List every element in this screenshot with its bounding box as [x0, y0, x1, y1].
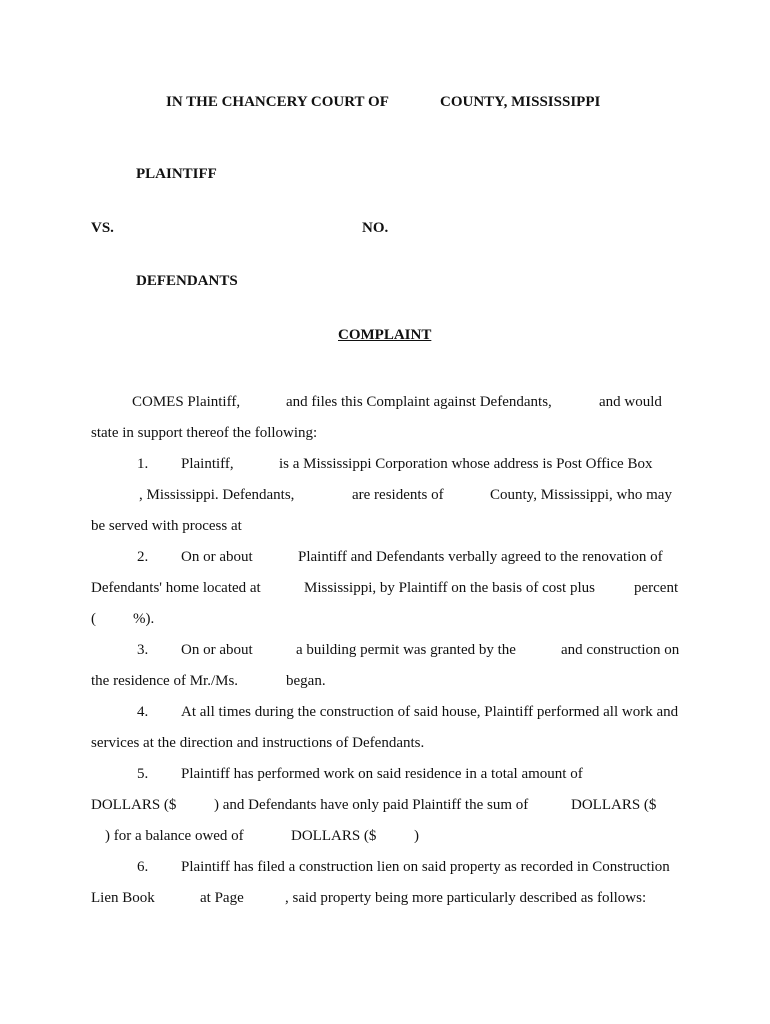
document-title: COMPLAINT — [338, 327, 432, 343]
p2-text-f: ( — [91, 611, 96, 627]
p2-text-g: %). — [133, 611, 155, 627]
intro-text-d: state in support thereof the following: — [91, 425, 318, 441]
intro-text-b: and files this Complaint against Defendants, — [286, 394, 552, 410]
court-name-right: COUNTY, MISSISSIPPI — [440, 94, 601, 110]
versus-label: VS. — [91, 220, 114, 236]
p3-text-a: On or about — [181, 642, 253, 658]
intro-text-c: and would — [599, 394, 662, 410]
p3-text-e: began. — [286, 673, 326, 689]
p3-text-c: and construction on — [561, 642, 680, 658]
p6-text-d: , said property being more particularly described as follows: — [285, 890, 647, 906]
plaintiff-label: PLAINTIFF — [136, 166, 217, 182]
p2-text-a: On or about — [181, 549, 253, 565]
p6-text-c: at Page — [200, 890, 244, 906]
p2-text-d: Mississippi, by Plaintiff on the basis of cost plus — [304, 580, 595, 596]
p6-number: 6. — [137, 859, 149, 875]
p1-text-d: are residents of — [352, 487, 444, 503]
p2-text-b: Plaintiff and Defendants verbally agreed to the renovation of — [298, 549, 663, 565]
court-name-left: IN THE CHANCERY COURT OF — [166, 94, 389, 110]
intro-text-a: COMES Plaintiff, — [132, 394, 241, 410]
p2-text-c: Defendants' home located at — [91, 580, 261, 596]
p5-text-a: Plaintiff has performed work on said residence in a total amount of — [181, 766, 583, 782]
p1-text-e: County, Mississippi, who may — [490, 487, 672, 503]
p4-text-b: services at the direction and instructions of Defendants. — [91, 735, 425, 751]
p5-number: 5. — [137, 766, 149, 782]
p5-text-b: DOLLARS ($ — [91, 797, 177, 813]
p1-text-a: Plaintiff, — [181, 456, 234, 472]
p5-text-e: ) for a balance owed of — [105, 828, 244, 844]
p5-text-d: DOLLARS ($ — [571, 797, 657, 813]
p1-text-f: be served with process at — [91, 518, 242, 534]
p6-text-a: Plaintiff has filed a construction lien on said property as recorded in Construction — [181, 859, 670, 875]
p1-text-c: , Mississippi. Defendants, — [139, 487, 295, 503]
p3-number: 3. — [137, 642, 149, 658]
p5-text-c: ) and Defendants have only paid Plaintiff the sum of — [214, 797, 529, 813]
p1-text-b: is a Mississippi Corporation whose address is Post Office Box — [279, 456, 653, 472]
p3-text-b: a building permit was granted by the — [296, 642, 516, 658]
p6-text-b: Lien Book — [91, 890, 155, 906]
p1-number: 1. — [137, 456, 149, 472]
p3-text-d: the residence of Mr./Ms. — [91, 673, 239, 689]
p5-text-f: DOLLARS ($ — [291, 828, 377, 844]
p2-number: 2. — [137, 549, 149, 565]
case-number-label: NO. — [362, 220, 389, 236]
defendants-label: DEFENDANTS — [136, 273, 238, 289]
p4-text-a: At all times during the construction of said house, Plaintiff performed all work and — [181, 704, 679, 720]
p2-text-e: percent — [634, 580, 679, 596]
p4-number: 4. — [137, 704, 149, 720]
p5-text-g: ) — [414, 828, 419, 844]
